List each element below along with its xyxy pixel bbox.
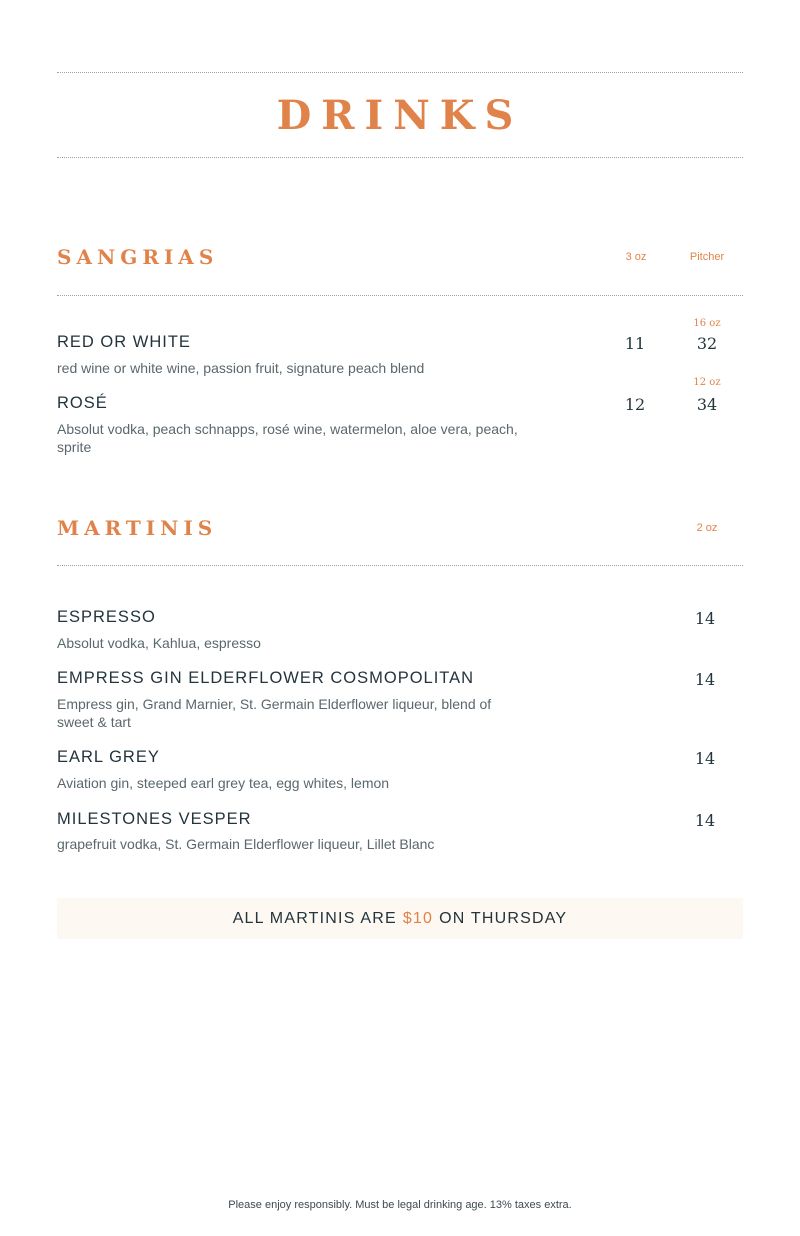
section-title-sangrias: SANGRIAS — [57, 245, 219, 269]
divider-martinis — [57, 565, 743, 566]
divider-title-bottom — [57, 157, 743, 158]
item-description: grapefruit vodka, St. Germain Elderflower liqueur, Lillet Blanc — [57, 836, 435, 852]
price: 14 — [694, 670, 716, 689]
column-header-2oz: 2 oz — [696, 522, 718, 534]
pitcher-size-note: 12 oz — [693, 377, 721, 388]
divider-top — [57, 72, 743, 73]
price-3oz: 12 — [624, 395, 646, 414]
promo-text-after: ON THURSDAY — [439, 909, 568, 927]
price: 14 — [694, 749, 716, 768]
promo-highlight-price: $10 — [402, 909, 434, 927]
item-name: EMPRESS GIN ELDERFLOWER COSMOPOLITAN — [57, 669, 475, 687]
item-name: ROSÉ — [57, 394, 108, 412]
divider-sangrias — [57, 295, 743, 296]
price: 14 — [694, 609, 716, 628]
price-pitcher: 34 — [696, 395, 718, 414]
footer-disclaimer: Please enjoy responsibly. Must be legal drinking age. 13% taxes extra. — [228, 1199, 572, 1211]
item-description: red wine or white wine, passion fruit, signature peach blend — [57, 360, 425, 376]
promo-banner — [57, 898, 743, 939]
item-name: EARL GREY — [57, 748, 160, 766]
price-pitcher: 32 — [696, 334, 718, 353]
pitcher-size-note: 16 oz — [693, 318, 721, 329]
section-title-martinis: MARTINIS — [57, 516, 218, 540]
item-description: Aviation gin, steeped earl grey tea, egg whites, lemon — [57, 775, 390, 791]
price-3oz: 11 — [624, 334, 646, 353]
item-name: ESPRESSO — [57, 608, 156, 626]
item-name: RED OR WHITE — [57, 333, 191, 351]
price: 14 — [694, 811, 716, 830]
promo-text-before: ALL MARTINIS ARE — [232, 909, 397, 927]
item-description: Absolut vodka, peach schnapps, rosé wine, watermelon, aloe vera, peach, sprite — [57, 421, 518, 455]
column-header-pitcher: Pitcher — [689, 251, 725, 263]
page-title: DRINKS — [276, 92, 524, 139]
column-header-3oz: 3 oz — [625, 251, 647, 263]
item-name: MILESTONES VESPER — [57, 810, 252, 828]
item-description: Empress gin, Grand Marnier, St. Germain Elderflower liqueur, blend of sweet & tart — [57, 696, 492, 730]
item-description: Absolut vodka, Kahlua, espresso — [57, 635, 261, 651]
